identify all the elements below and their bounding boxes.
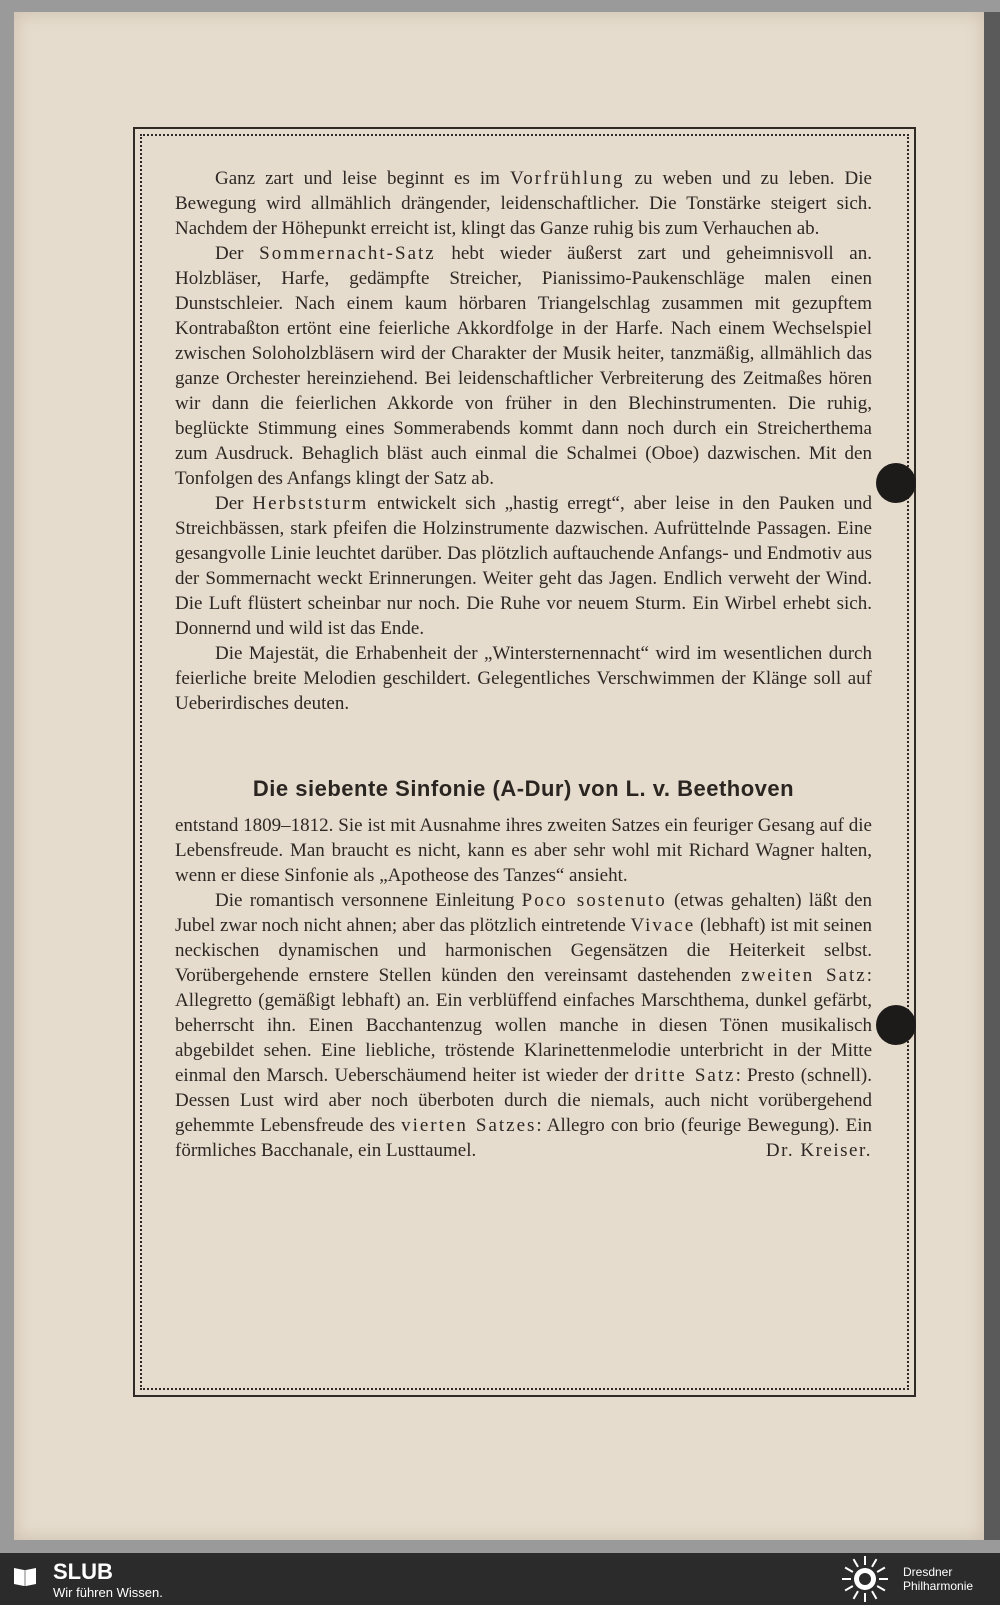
- emphasis-movement: zweiten Satz: [741, 965, 867, 986]
- text-segment: Der: [215, 243, 260, 264]
- text-segment: Der: [215, 493, 253, 514]
- paragraph-winter-night: [175, 641, 872, 716]
- partner-name-line1: Dresdner: [903, 1565, 953, 1579]
- emphasis-tempo: Poco sostenuto: [521, 890, 667, 911]
- author-signature: Dr. Kreiser.: [765, 1140, 872, 1161]
- paragraph-autumn-storm: [175, 491, 872, 641]
- section-heading: Die siebente Sinfonie (A-Dur) von L. v. Beethoven: [252, 776, 795, 801]
- text-segment: Ganz zart und leise beginnt es im: [215, 168, 510, 189]
- emphasis-tempo: Vivace: [630, 915, 696, 936]
- symphony-description: [175, 166, 872, 716]
- page-edge-shadow: [984, 12, 1000, 1540]
- text-segment: : Presto (schnell). Dessen Lust wird aber noch überboten durch die niemals, auch nicht vorübergehend gehemmte Lebensfreude des: [175, 1065, 872, 1136]
- text-segment: zu weben und zu leben. Die Bewegung wird allmählich drängender, leidenschaftlicher. Die Tonstärke steigert sich. Nachdem der Höhepunkt erreicht ist, klingt das Ganze ruhig bis zum Verhauchen ab.: [175, 168, 872, 239]
- text-segment: Die Majestät, die Erhabenheit der „Wintersternennacht“ wird im wesentlichen durch feierliche breite Melodien geschildert. Gelegentliches Verschwimmen der Klänge soll auf Ueberirdisches deuten.: [175, 643, 872, 714]
- library-tagline: Wir führen Wissen.: [53, 1585, 163, 1600]
- paragraph-intro: [175, 813, 872, 888]
- footer-bar: [0, 1553, 1000, 1605]
- punch-hole-lower: [876, 1005, 916, 1045]
- text-segment: entstand 1809–1812. Sie ist mit Ausnahme ihres zweiten Satzes ein feuriger Gesang auf die Lebensfreude. Man braucht es nicht, kann es aber sehr wohl mit Richard Wagner halten, wenn er diese Sinfonie als „Apotheose des Tanzes“ ansieht.: [175, 815, 872, 886]
- emphasis-movement: vierten Satzes: [401, 1115, 537, 1136]
- text-segment: entwickelt sich „hastig erregt“, aber leise in den Pauken und Streichbässen, stark pfeifen die Holzinstrumente dazwischen. Aufrüttelnde Passagen. Eine gesangvolle Linie leuchtet darüber. Das plötzlich auftauchende Anfangs- und Endmotiv aus der Sommernacht weckt Erinnerungen. Weiter geht das Jagen. Endlich verweht der Wind. Die Luft flüstert scheinbar nur noch. Die Ruhe vor neuem Sturm. Ein Wirbel erhebt sich. Donnernd und wild ist das Ende.: [175, 493, 873, 639]
- text-segment: (etwas gehalten) läßt den Jubel zwar noch nicht ahnen; aber das plötzlich eintretende: [175, 890, 872, 936]
- philharmonie-sunburst-logo-icon[interactable]: [840, 1554, 890, 1604]
- text-segment: hebt wieder äußerst zart und geheimnisvoll an. Holzbläser, Harfe, gedämpfte Streicher, Pianissimo-Paukenschläge malen einen Dunstschleier. Nach einem kaum hörbaren Triangelschlag zusammen mit gezupftem Kontrabaßton ertönt eine feierliche Akkordfolge in der Harfe. Nach einem Wechselspiel zwischen Soloholzbläsern wird der Charakter der Musik heiter, tanzmäßig, allmählich das ganze Orchester hereinziehend. Bei leidenschaftlicher Verbreiterung des Zeitmaßes hören wir dann die feierlichen Akkorde von früher in den Blechinstrumenten. Die ruhig, beglückte Stimmung eines Sommerabends kommt dann noch durch ein Streicherthema zum Ausdruck. Behaglich bläst auch einmal die Schalmei (Oboe) dazwischen. Mit den Tonfolgen des Anfangs klingt der Satz ab.: [175, 243, 872, 489]
- paragraph-summer-night: [175, 241, 872, 491]
- emphasis-autumn-storm: Herbststurm: [252, 493, 369, 514]
- text-segment: Die romantisch versonnene Einleitung: [215, 890, 522, 911]
- text-segment: : Allegro con brio (feurige Bewegung). Ein förmliches Bacchanale, ein Lusttaumel.: [175, 1115, 872, 1161]
- paragraph-movements: [175, 888, 872, 1163]
- beethoven-description: [175, 813, 872, 1163]
- library-name[interactable]: SLUB: [53, 1559, 113, 1584]
- punch-hole-upper: [876, 463, 916, 503]
- emphasis-summer-night: Sommernacht-Satz: [259, 243, 436, 264]
- slub-book-logo-icon[interactable]: [12, 1565, 38, 1587]
- emphasis-movement: dritte Satz: [634, 1065, 736, 1086]
- paragraph-spring: [175, 166, 872, 241]
- emphasis-spring: Vorfrühlung: [509, 168, 625, 189]
- text-segment: (lebhaft) ist mit seinen neckischen dynamischen und harmonischen Gegensätzen die Heiterkeit selbst. Vorübergehende ernstere Stellen künden den vereinsamt dastehenden: [175, 915, 872, 986]
- program-notes: [175, 166, 872, 1163]
- partner-name[interactable]: [903, 1565, 998, 1593]
- partner-name-line2: Philharmonie: [903, 1579, 974, 1593]
- text-segment: : Allegretto (gemäßigt lebhaft) an. Ein verblüffend einfaches Marschthema, dunkel gefärbt, beherrscht ihn. Einen Bacchantenzug wollen manche in diesen Tönen musikalisch abgebildet sehen. Eine liebliche, tröstende Klarinettenmelodie unterbricht in der Mitte einmal den Marsch. Ueberschäumend heiter ist wieder der: [175, 965, 873, 1086]
